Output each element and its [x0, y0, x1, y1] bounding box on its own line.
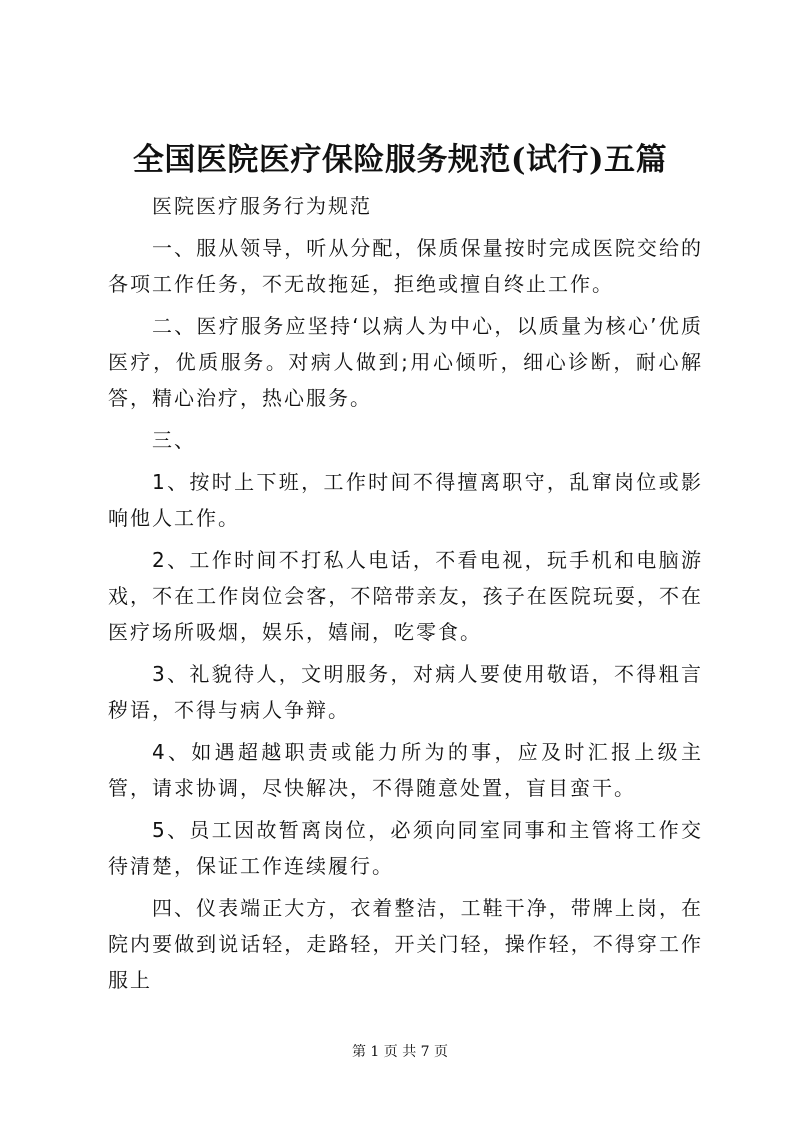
paragraph: 四、仪表端正大方，衣着整洁，工鞋干净，带牌上岗，在院内要做到说话轻，走路轻，开关门轻，操作轻，不得穿工作服上 [108, 896, 703, 992]
paragraph: 二、医疗服务应坚持‘以病人为中心，以质量为核心’优质医疗，优质服务。对病人做到;用心倾听，细心诊断，耐心解答，精心治疗，热心服务。 [108, 314, 703, 410]
page-number-footer: 第 1 页 共 7 页 [351, 1044, 449, 1060]
paragraph: 4、如遇超越职责或能力所为的事，应及时汇报上级主管，请求协调，尽快解决，不得随意处置，盲目蛮干。 [108, 740, 703, 800]
paragraph: 一、服从领导，听从分配，保质保量按时完成医院交给的各项工作任务，不无故拖延，拒绝或擅自终止工作。 [108, 236, 703, 296]
paragraph-heading: 医院医疗服务行为规范 [152, 194, 372, 218]
paragraph: 三、 [152, 428, 196, 452]
paragraph: 3、礼貌待人，文明服务，对病人要使用敬语，不得粗言秽语，不得与病人争辩。 [108, 662, 703, 722]
paragraph: 1、按时上下班，工作时间不得擅离职守，乱窜岗位或影响他人工作。 [108, 470, 703, 530]
paragraph: 2、工作时间不打私人电话，不看电视，玩手机和电脑游戏，不在工作岗位会客，不陪带亲友，孩子在医院玩耍，不在医疗场所吸烟，娱乐，嬉闹，吃零食。 [108, 548, 703, 644]
document-body [108, 188, 703, 1004]
paragraph: 5、员工因故暂离岗位，必须向同室同事和主管将工作交待清楚，保证工作连续履行。 [108, 818, 703, 878]
document-title: 全国医院医疗保险服务规范(试行)五篇 [132, 142, 668, 178]
